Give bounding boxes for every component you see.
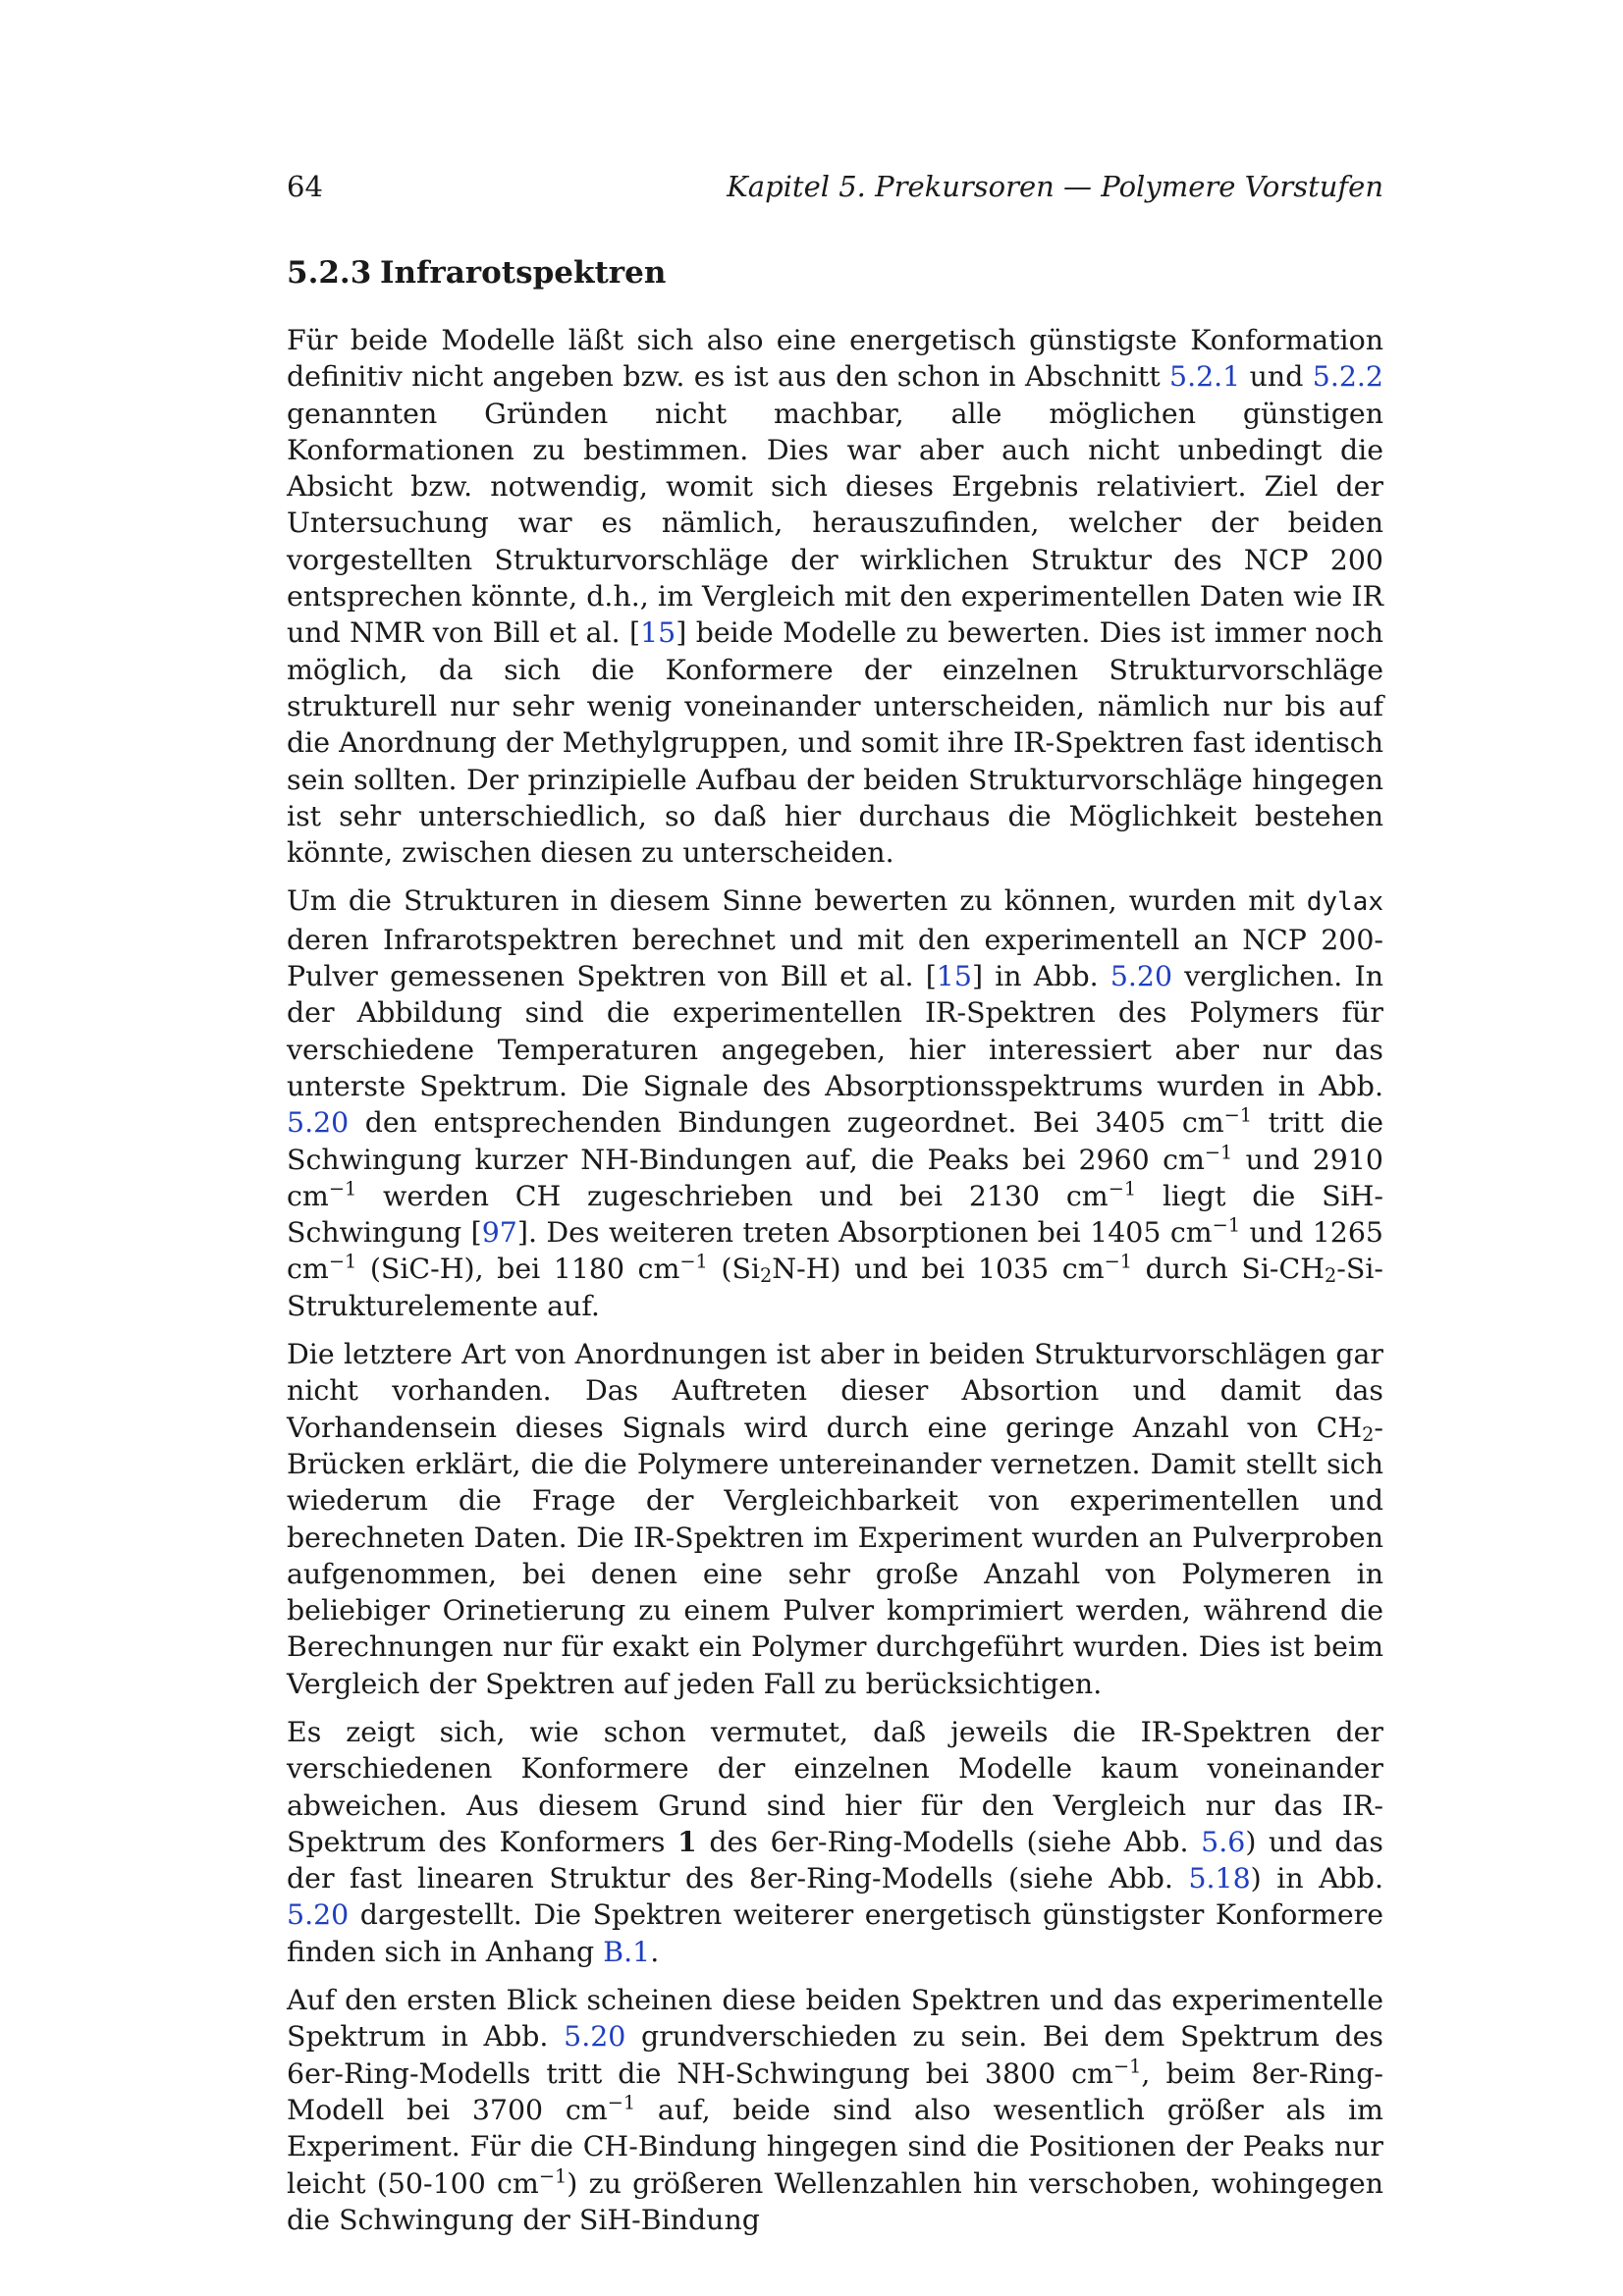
figure-ref-link[interactable]: 5.20 [1109, 960, 1173, 993]
text-span: grundverschieden zu sein. Bei dem Spektrum des 6er-Ring-Modells tritt die NH-Schwingung bei 3800 cm [287, 2020, 1383, 2090]
text-span: Es zeigt sich, wie schon vermutet, daß jeweils die IR-Spektren der verschiedenen Konformere der einzelnen Modelle kaum voneinander abweichen. Aus diesem Grund sind hier für den Vergleich nur das IR-Spektrum des Konformers [287, 1715, 1383, 1858]
text-span: verglichen. In der Abbildung sind die experimentellen IR-Spektren des Polymers für verschiedene Temperaturen angegeben, hier interessiert aber nur das unterste Spektrum. Die Signale des Absorptionsspektrums wurden in Abb. [287, 960, 1383, 1102]
superscript: −1 [679, 1250, 708, 1273]
text-span: Auf den ersten Blick scheinen diese beiden Spektren und das experimentelle Spektrum in Abb. [287, 1984, 1383, 2054]
text-span: Für beide Modelle läßt sich also eine energetisch günstigste Konformation definitiv nicht angeben bzw. es ist aus den schon in Abschnitt [287, 324, 1383, 394]
text-span: liegt die SiH-Schwingung [ [287, 1179, 1383, 1250]
text-span: werden CH zugeschrieben und bei 2130 cm [356, 1179, 1109, 1212]
text-span: den entsprechenden Bindungen zugeordnet. Bei 3405 cm [349, 1106, 1224, 1140]
program-name: dylax [1306, 887, 1383, 918]
superscript: −1 [1212, 1213, 1241, 1237]
text-span: und 1265 cm [287, 1216, 1383, 1286]
text-span: ) und das der fast linearen Struktur des 8er-Ring-Modells (siehe Abb. [287, 1825, 1384, 1896]
citation-link[interactable]: 15 [936, 960, 972, 993]
text-span: -Si-Strukturelemente auf. [287, 1253, 1383, 1322]
superscript: −1 [1104, 1250, 1133, 1273]
superscript: −1 [607, 2091, 636, 2114]
text-span: und 2910 cm [287, 1143, 1383, 1212]
text-span: deren Infrarotspektren berechnet und mit den experimentell an NCP 200-Pulver gemessenen Spektren von Bill et al. [ [287, 923, 1383, 993]
superscript: −1 [1108, 1177, 1137, 1201]
body-text [287, 322, 1383, 2250]
section-number: 5.2.3 [287, 255, 372, 291]
appendix-ref-link[interactable]: B.1 [603, 1935, 651, 1968]
paragraph-2 [287, 882, 1383, 1324]
figure-ref-link[interactable]: 5.20 [287, 1898, 350, 1932]
section-ref-link[interactable]: 5.2.1 [1169, 360, 1241, 394]
page-number: 64 [287, 170, 323, 203]
text-span: tritt die Schwingung kurzer NH-Bindungen auf, die Peaks bei 2960 cm [287, 1106, 1383, 1176]
subscript: 2 [1362, 1422, 1375, 1446]
superscript: −1 [328, 1177, 357, 1201]
section-heading [287, 251, 666, 294]
text-span: ]. Des weiteren treten Absorptionen bei 1405 cm [516, 1216, 1213, 1250]
running-title: Kapitel 5. Prekursoren — Polymere Vorstufen [727, 170, 1383, 203]
text-span: und [1240, 360, 1313, 394]
superscript: −1 [1204, 1140, 1233, 1163]
text-span: . [650, 1935, 660, 1968]
subscript: 2 [760, 1264, 773, 1288]
text-span: genannten Gründen nicht machbar, alle möglichen günstigen Konformationen zu bestimmen. Dies war aber auch nicht unbedingt die Absicht bzw. notwendig, womit sich dieses Ergebnis relativiert. Ziel der Untersuchung war es nämlich, herauszufinden, welcher der beiden vorgestellten Strukturvorschläge der wirklichen Struktur des NCP 200 entsprechen könnte, d.h., im Vergleich mit den experimentellen Daten wie IR und NMR von Bill et al. [ [287, 397, 1383, 650]
text-span: (SiC-H), bei 1180 cm [356, 1253, 680, 1286]
text-span: N-H) und bei 1035 cm [772, 1253, 1105, 1286]
section-title: Infrarotspektren [380, 255, 667, 291]
paragraph-3 [287, 1336, 1383, 1702]
citation-link[interactable]: 97 [481, 1216, 517, 1250]
text-span: Die letztere Art von Anordnungen ist aber in beiden Strukturvorschlägen gar nicht vorhanden. Das Auftreten dieser Absortion und damit das Vorhandensein dieses Signals wird durch eine geringe Anzahl von CH [287, 1338, 1383, 1444]
section-ref-link[interactable]: 5.2.2 [1312, 360, 1383, 394]
compound-number: 1 [677, 1824, 697, 1858]
text-span: durch Si-CH [1132, 1253, 1325, 1286]
text-span: (Si [707, 1253, 760, 1286]
text-span: ) in Abb. [1250, 1862, 1383, 1896]
text-span: Um die Strukturen in diesem Sinne bewerten zu können, wurden mit [287, 884, 1307, 918]
superscript: −1 [1112, 2055, 1142, 2078]
superscript: −1 [1223, 1103, 1253, 1127]
text-span: ] in Abb. [971, 960, 1110, 993]
text-span: dargestellt. Die Spektren weiterer energetisch günstigster Konformere finden sich in Anhang [287, 1898, 1383, 1968]
superscript: −1 [538, 2163, 568, 2187]
text-span: , beim 8er-Ring-Modell bei 3700 cm [287, 2056, 1383, 2126]
figure-ref-link[interactable]: 5.20 [287, 1106, 350, 1140]
text-span: des 6er-Ring-Modells (siehe Abb. [696, 1825, 1202, 1858]
paragraph-1 [287, 322, 1383, 871]
paragraph-5 [287, 1982, 1383, 2238]
running-header [287, 165, 1383, 208]
text-span: auf, beide sind also wesentlich größer als im Experiment. Für die CH-Bindung hingegen sind die Positionen der Peaks nur leicht (50-100 cm [287, 2093, 1383, 2200]
text-span: ] beide Modelle zu bewerten. Dies ist immer noch möglich, da sich die Konformere der einzelnen Strukturvorschläge strukturell nur sehr wenig voneinander unterscheiden, nämlich nur bis auf die Anordnung der Methylgruppen, und somit ihre IR-Spektren fast identisch sein sollten. Der prinzipielle Aufbau der beiden Strukturvorschläge hingegen ist sehr unterschiedlich, so daß hier durchaus die Möglichkeit bestehen könnte, zwischen diesen zu unterscheiden. [287, 616, 1383, 870]
paragraph-4 [287, 1714, 1383, 1970]
figure-ref-link[interactable]: 5.6 [1201, 1825, 1246, 1858]
text-span: ) zu größeren Wellenzahlen hin verschoben, wohingegen die Schwingung der SiH-Bindung [287, 2166, 1383, 2236]
figure-ref-link[interactable]: 5.20 [564, 2020, 626, 2054]
subscript: 2 [1325, 1264, 1337, 1288]
figure-ref-link[interactable]: 5.18 [1188, 1862, 1251, 1896]
citation-link[interactable]: 15 [640, 616, 676, 650]
superscript: −1 [328, 1250, 357, 1273]
text-span: -Brücken erklärt, die die Polymere untereinander vernetzen. Damit stellt sich wiederum die Frage der Vergleichbarkeit von experimentellen und berechneten Daten. Die IR-Spektren im Experiment wurden an Pulverproben aufgenommen, bei denen eine sehr große Anzahl von Polymeren in beliebiger Orinetierung zu einem Pulver komprimiert werden, während die Berechnungen nur für exakt ein Polymer durchgeführt wurden. Dies ist beim Vergleich der Spektren auf jeden Fall zu berücksichtigen. [287, 1411, 1383, 1700]
